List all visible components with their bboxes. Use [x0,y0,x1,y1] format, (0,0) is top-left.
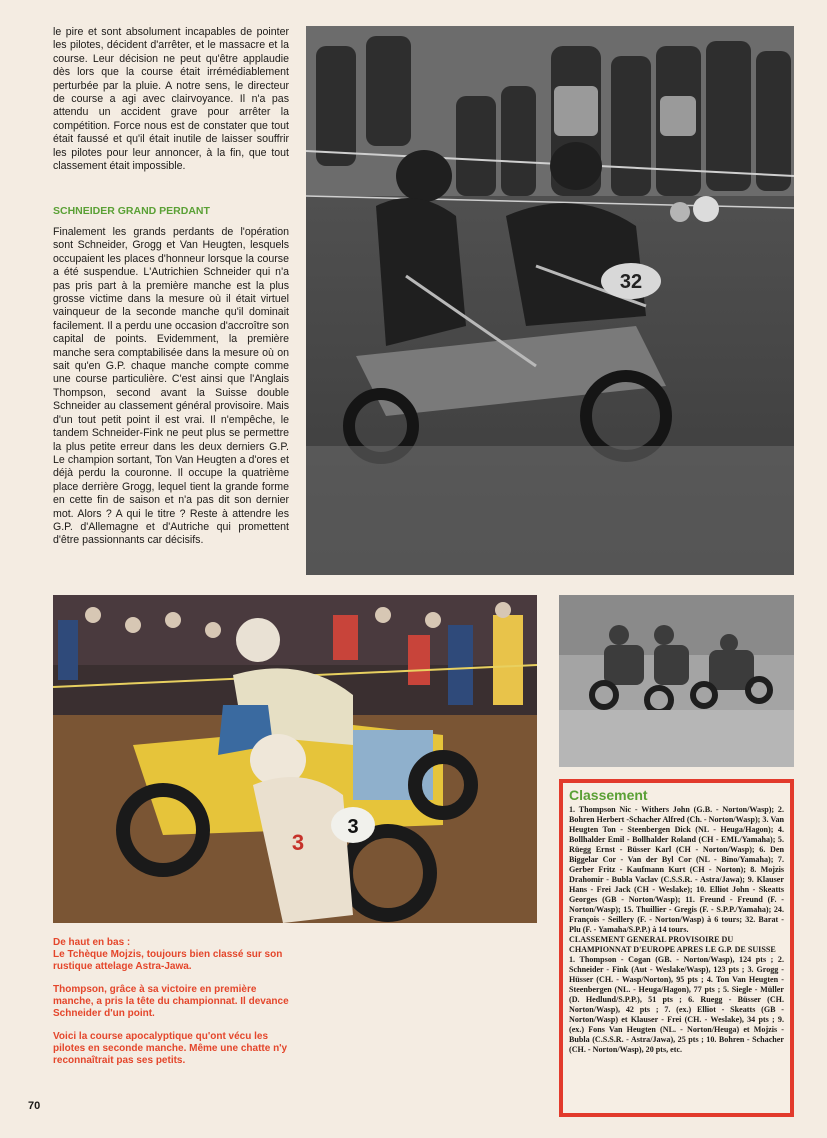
bib-number-3: 3 [291,830,305,855]
article-intro [53,26,289,173]
sidecar-photo-main [306,26,794,575]
photo-captions [53,937,293,1078]
intro-paragraph: le pire et sont absolument incapables de pointer les pilotes, décident d'arrêter, et le massacre et la course. Leur décision ne peut qu'être applaudie dès lors que la course était irrémédiablement perturbée par la pluie. A notre sens, le directeur de course a agi avec clairvoyance. Il n'a pas attendu un accident grave pour arrêter la compétition. Force nous est de constater que tout était faussé et qu'il était inutile de laisser souffrir les pilotes pour leur annoncer, à la fin, que tout classement était impossible. [53,26,289,173]
caption-1: De haut en bas : Le Tchèque Mojzis, toujours bien classé sur son rustique attelage Astra-Jawa. [53,937,283,972]
race-number-32: 32 [619,271,643,293]
article-body [53,226,289,548]
race-results: 1. Thompson Nic - Withers John (G.B. - Norton/Wasp); 2. Bohren Herbert -Schacher Alfred (Ch. - Norton/Wasp); 3. Van Heugten Ton - Steenbergen Dick (NL - Heuga/Hagon); 4. Bollhalder Emil - Bollhalder Roland (CH - EML/Yamaha); 5. Rüegg Ernst - Büsser Karl (CH - Norton/Wasp); 6. Den Biggelar Cor - Van der Byl Cor (NL - Bino/Yamaha); 7. Gerber Fritz - Kaufmann Kurt (CH - Norton); 8. Mojzis Drahomir - Bubla Vaclav (C.S.S.R. - Astra/Jawa); 9. Klauser Hans - Frei Jack (CH - Weslake); 10. Elliot John - Skeatts Georges (GB - Norton/Wasp); 11. Freund - Freund (F. - Norton/Wasp); 15. Thuillier - Gregis (F. - S.P.P./Yamaha); 24. François - Seillery (F. - Norton/Wasp) à 6 tours; 32. Barat - Plu (F. - Yamaha/S.P.P.) à 14 tours. [569,805,784,934]
caption-2: Thompson, grâce à sa victoire en première manche, a pris la tête du championnat. Il devance Schneider d'un point. [53,984,289,1019]
body-paragraph: Finalement les grands perdants de l'opération sont Schneider, Grogg et Van Heugten, lesquels occupaient les places d'honneur lorsque la course a été suspendue. L'Autrichien Schneider qui n'a pas pris part à la première manche est la plus grosse victime dans la mesure où il était virtuel vainqueur de la seconde manche qu'il dominait facilement. Il a perdu une occasion d'accroître son capital de points. Evidemment, la première manche sera comptabilisée dans la mesure où on sait qu'en G.P. chaque manche compte comme une course particulière. C'est ainsi que l'Anglais Thompson, second avant la Suisse double Schneider au classement général provisoire. Mais d'un tout petit point il est vrai. Il n'empêche, le tandem Schneider-Fink ne peut plus se permettre la plus petite erreur dans les deux derniers G.P. Le champion sortant, Ton Van Heugten a d'ores et déjà perdu la couronne. Il occupe la quatrième place derrière Grogg, lequel tient la grande forme en cette fin de saison et n'a pas dit son dernier mot. Alors ? A qui le titre ? Reste à attendre les G.P. d'Allemagne et d'Autriche qui promettent d'être passionnants car décisifs. [53,226,289,547]
classement-title: Classement [569,787,648,803]
classement-box [559,779,794,1117]
sidecar-photo-color [53,595,537,923]
page-number: 70 [28,1100,41,1112]
sidecar-number-3: 3 [347,816,359,838]
caption-3: Voici la course apocalyptique qu'ont vécu les pilotes en seconde manche. Même une chatte n'y reconnaîtrait pas ses petits. [53,1031,288,1066]
standings-list: 1. Thompson - Cogan (GB. - Norton/Wasp), 124 pts ; 2. Schneider - Fink (Aut - Weslake/Wasp), 123 pts ; 3. Grogg - Hüsser (CH. - Wasp/Norton), 95 pts ; 4. Ton Van Heugten - Steenbergen (NL. - Heuga/Hagon), 77 pts ; 5. Siegle - Müller (D. Hedlund/S.P.P.), 51 pts ; 6. Ruegg - Büsser (CH. Norton/Wasp), 42 pts ; 7. (ex.) Elliot - Skeatts (GB - Norton/Wasp) et Klauser - Frei (CH. - Weslake), 34 pts ; 9. (ex.) Fons Van Heugten (NL. - Norton/Heuga) et Mojzis - Bubla (C.S.S.R. - Astra/Jawa), 25 pts ; 10. Bohren - Schacher (CH. - Norton/Wasp), 20 pts, etc. [569,955,784,1054]
muddy-race-photo [559,595,794,767]
section-heading: SCHNEIDER GRAND PERDANT [53,205,210,217]
standings-heading: CLASSEMENT GENERAL PROVISOIRE DU CHAMPIONNAT D'EUROPE APRES LE G.P. DE SUISSE [569,935,776,954]
